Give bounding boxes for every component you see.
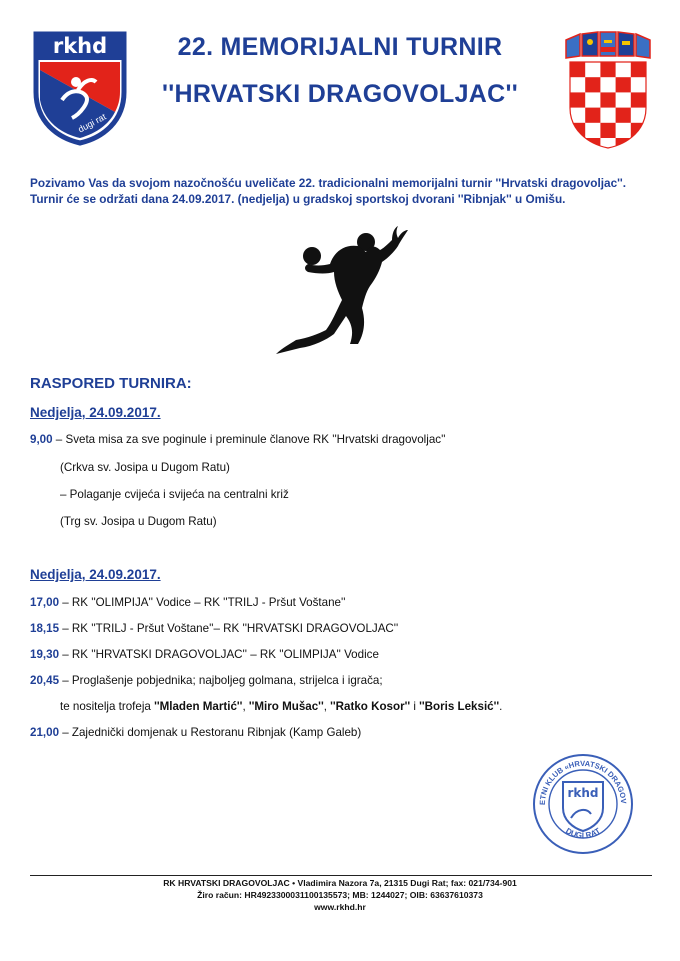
footer-bank: Žiro račun: HR4923300031100135573; MB: 1244027; OIB: 63637610373: [197, 890, 483, 900]
event-text: – Zajednički domjenak u Restoranu Ribnjak (Kamp Galeb): [59, 726, 362, 739]
event-text: – RK ''TRILJ - Pršut Voštane''– RK ''HRVATSKI DRAGOVOLJAC'': [59, 622, 399, 635]
handball-player-silhouette: [272, 222, 414, 356]
match-2: [30, 622, 398, 635]
event-text: – RK ''HRVATSKI DRAGOVOLJAC'' – RK ''OLIMPIJA'' Vodice: [59, 648, 379, 661]
schedule-heading: RASPORED TURNIRA:: [30, 375, 192, 392]
invitation-line-2: Turnir će se održati dana 24.09.2017. (nedjelja) u gradskoj sportskoj dvorani ''Ribnjak'' u Omišu.: [30, 191, 566, 206]
match-1: [30, 596, 345, 609]
event-text: – Proglašenje pobjednika; najboljeg golmana, strijelca i igrača;: [59, 674, 383, 687]
day1-date: Nedjelja, 24.09.2017.: [30, 405, 161, 420]
invitation-line-1: Pozivamo Vas da svojom nazočnošću uveličate 22. tradicionalni memorijalni turnir ''Hrvatski dragovoljac''.: [30, 176, 627, 190]
checker-square: [585, 108, 600, 123]
checker-square: [631, 62, 646, 77]
time-label: 21,00: [30, 726, 60, 739]
invitation-text: [30, 176, 655, 207]
checker-square: [570, 62, 585, 77]
time-label: 20,45: [30, 674, 60, 687]
separator: ,: [323, 700, 331, 713]
page-title-line1: 22. MEMORIJALNI TURNIR: [177, 33, 503, 61]
trophy-name: ''Boris Leksić'': [419, 700, 500, 713]
footer-address: RK HRVATSKI DRAGOVOLJAC • Vladimira Nazora 7a, 21315 Dugi Rat; fax: 021/734-901: [163, 878, 517, 888]
time-label: 18,15: [30, 622, 60, 635]
footer-website: www.rkhd.hr: [314, 902, 366, 912]
club-stamp: [531, 752, 635, 856]
ceremony: [30, 674, 383, 687]
dinner: [30, 726, 361, 739]
day1-line-mass: [30, 433, 446, 446]
svg-text:DUGI RAT: [564, 826, 602, 840]
day2-date: Nedjelja, 24.09.2017.: [30, 567, 161, 582]
stamp-center-text: rkhd: [567, 786, 599, 800]
footer-divider: [30, 875, 652, 876]
stamp-ring-text: ETNI KLUB «HRVATSKI DRAGOV: [537, 758, 629, 806]
club-logo: [32, 30, 128, 146]
separator: ,: [242, 700, 249, 713]
trophies-intro: te nositelja trofeja: [60, 700, 155, 713]
stamp-bottom-text: DUGI RAT: [564, 826, 602, 841]
match-3: [30, 648, 379, 661]
time-label: 19,30: [30, 648, 60, 661]
separator: i: [410, 700, 420, 713]
checker-square: [600, 92, 615, 107]
page-title-line2: ''HRVATSKI DRAGOVOLJAC'': [161, 80, 518, 108]
logo-text: rkhd: [52, 34, 108, 58]
checker-square: [600, 123, 615, 138]
event-text: – RK ''OLIMPIJA'' Vodice – RK ''TRILJ - Pršut Voštane'': [59, 596, 346, 609]
separator: .: [499, 700, 503, 713]
event-text: – Sveta misa za sve poginule i preminule članove RK ''Hrvatski dragovoljac'': [52, 433, 446, 446]
trophy-name: ''Ratko Kosor'': [330, 700, 411, 713]
day1-line-church: (Crkva sv. Josipa u Dugom Ratu): [60, 461, 230, 474]
day1-line-candles: – Polaganje cvijeća i svijeća na centralni križ: [60, 488, 289, 501]
checker-square: [616, 77, 631, 92]
trophy-name: ''Mladen Martić'': [154, 700, 243, 713]
time-label: 9,00: [30, 433, 53, 446]
time-label: 17,00: [30, 596, 60, 609]
croatian-coat-of-arms: [562, 30, 654, 150]
trophy-name: ''Miro Mušac'': [248, 700, 324, 713]
checker-square: [600, 62, 615, 77]
logo-subtext: dugi rat: [76, 111, 108, 135]
checker-square: [616, 108, 631, 123]
checker-square: [631, 92, 646, 107]
checker-square: [585, 77, 600, 92]
checker-square: [570, 92, 585, 107]
day1-line-square: (Trg sv. Josipa u Dugom Ratu): [60, 515, 217, 528]
trophies-line: [60, 700, 502, 713]
